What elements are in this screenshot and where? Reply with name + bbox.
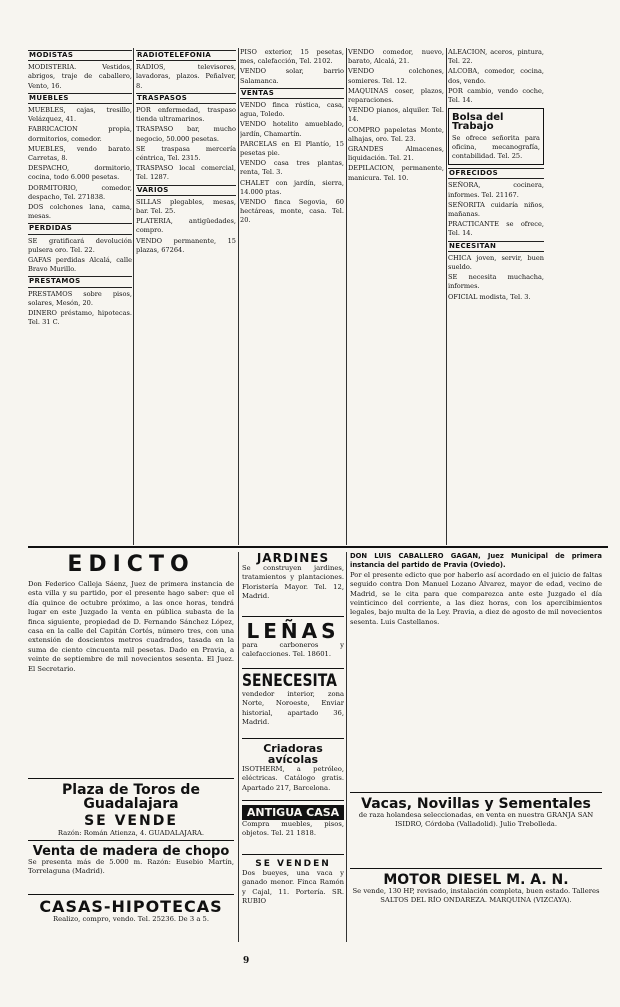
column-divider [446, 48, 447, 545]
motor-diesel-ad [350, 868, 602, 941]
classified-ad: PARCELAS en El Plantío, 15 pesetas pie. [240, 139, 344, 158]
classified-ad: RADIOS, televisores, lavadoras, plazos. Peñalver, 8. [136, 63, 236, 90]
section-varios [136, 185, 236, 255]
column-divider [346, 552, 347, 942]
classified-ad: DINERO préstamo, hipotecas. Tel. 31 C. [28, 309, 132, 327]
classified-ad: SE gratificará devolución pulsera oro. Tel. 22. [28, 236, 132, 254]
section-title: NECESITAN [448, 241, 544, 252]
classified-ad: VENDO comedor, nuevo, barato, Alcalá, 21. [348, 48, 444, 66]
classified-ad: POR enfermedad, traspaso tienda ultramarinos. [136, 106, 236, 124]
classified-ad: SEÑORA, cocinera, informes. Tel. 21167. [448, 181, 544, 199]
classified-ad: VENDO hotelito amueblado, jardín, Chamartín. [240, 120, 344, 138]
classified-ad: COMPRO papeletas Monte, alhajas, oro. Tel. 23. [348, 125, 444, 143]
lenas-body: para carboneros y calefacciones. Tel. 18601. [242, 641, 344, 659]
bolsa-del-trabajo-box [448, 108, 544, 165]
madera-ad [28, 840, 234, 891]
column-divider [238, 48, 239, 545]
classified-ad: DESPACHO, dormitorio, cocina, todo 6.000 pesetas. [28, 164, 132, 182]
plaza-toros-ad [28, 778, 234, 837]
edicto-body: Don Federico Calleja Sáenz, Juez de primera instancia de esta villa y su partido, por el presente hago saber: que el día quince de octubre próximo, a las once horas, tendrá lugar en este Juzgado la venta en pública subasta de la finca siguiente, propiedad de D. Fernando Sánchez López, casa en la calle del Capitán Cortés, número tres, con una extensión de doscientos metros cuadrados, tasada en la suma de ciento cincuenta mil pesetas. Dado en Pravia, a veinte de septiembre de mil novecientos sesenta. El Juez. El Secretario. [28, 580, 234, 673]
section-title: VENTAS [240, 88, 344, 99]
plaza-body: Razón: Román Atienza, 4. GUADALAJARA. [57, 829, 205, 837]
senecesita-ad [242, 668, 344, 737]
section-title: PERDIDAS [28, 223, 132, 234]
classified-ad: GRANDES Almacenes, liquidación. Tel. 21. [348, 145, 444, 163]
casas-hipotecas-ad [28, 894, 234, 939]
classified-ad: FABRICACION propia, dormitorios, comedor. [28, 125, 132, 143]
section-prestamos [28, 276, 132, 327]
classified-ad: VENDO finca rústica, casa, agua, Toledo. [240, 101, 344, 119]
classified-ad: SEÑORITA cuidaría niños, mañanas. [448, 200, 544, 219]
antigua-body: Compra muebles, pisos, objetos. Tel. 21 1818. [242, 820, 344, 838]
vacas-body: de raza holandesa seleccionadas, en venta en nuestra GRANJA SAN ISIDRO, Córdoba (Valladolid). Julio Trebolleda. [358, 811, 594, 829]
criadoras-title: Criadoras avícolas [263, 742, 323, 766]
bolsa-body: Se ofrece señorita para oficina, mecanografía, contabilidad. Tel. 25. [452, 133, 540, 161]
classified-ad: ALCOBA, comedor, cocina, dos, vendo. [448, 67, 544, 85]
sevenden-body: Dos bueyes, una vaca y ganado menor. Finca Ramón y Cajal, 11. Portería. SR. RUBIO [242, 869, 344, 906]
motor-title: MOTOR DIESEL M. A. N. [383, 872, 569, 888]
classified-ad: DOS colchones lana, cama, mesas. [28, 203, 132, 221]
classified-column-3 [240, 48, 344, 545]
bolsa-title: Bolsa del Trabajo [452, 112, 504, 133]
motor-body: Se vende, 130 HP, revisado, instalación completa, buen estado. Talleres SALTOS DEL RÍO ONDAREZA. MARQUINA (VIZCAYA). [352, 887, 600, 905]
section-divider [28, 546, 608, 548]
classified-ad: ALEACION, aceros, pintura, Tel. 22. [448, 48, 544, 66]
classified-ad: TRASPASO local comercial, Tel. 1287. [136, 164, 236, 182]
plaza-title: Plaza de Toros de Guadalajara [62, 782, 200, 812]
column-divider [133, 48, 134, 545]
classified-ad: VENDO finca Segovia, 60 hectáreas, monte, casa. Tel. 20. [240, 198, 344, 225]
plaza-subtitle: SE VENDE [84, 813, 178, 829]
jardines-ad [242, 552, 344, 614]
classified-ad: OFICIAL modista, Tel. 3. [448, 292, 531, 301]
casas-body: Realizo, compro, vendo. Tel. 25236. De 3 a 5. [52, 915, 210, 923]
criadoras-ad [242, 738, 344, 799]
classified-column-2 [136, 48, 236, 545]
classified-ad: SE traspasa mercería céntrica, Tel. 2315. [136, 144, 236, 163]
classified-ad: CHICA joven, servir, buen sueldo. [448, 253, 544, 272]
classified-ad: VENDO pianos, alquiler. Tel. 14. [348, 106, 444, 124]
section-title: PRESTAMOS [28, 276, 132, 287]
madera-body: Se presenta más de 5.000 m. Razón: Eusebio Martín, Torrelaguna (Madrid). [28, 858, 234, 876]
classified-ad: CHALET con jardín, sierra, 14.000 ptas. [240, 178, 344, 196]
edicto-block [28, 552, 234, 774]
classified-ad: DORMITORIO, comedor, despacho, Tel. 271838. [28, 183, 132, 201]
classified-ad: PRESTAMOS sobre pisos, solares, Mesón, 20. [28, 289, 132, 307]
classified-ad: VENDO solar, barrio Salamanca. [240, 67, 344, 85]
juez-body: Por el presente edicto que por haberlo así acordado en el juicio de faltas seguido contra Don Manuel Lozano Álvarez, mayor de edad, vecino de Madrid, se le cita para que comparezca ante este Juzgado el día veinticinco del corriente, a las diez horas, con los apercibimientos legales, bajo multa de la Ley. Pravia, a diez de agosto de mil novecientos sesenta. Luis Castellanos. [350, 570, 602, 626]
criadoras-body: ISOTHERM, a petróleo, eléctricas. Catálogo gratis. Apartado 217, Barcelona. [242, 765, 344, 792]
section-title: OFRECIDOS [448, 168, 544, 179]
classified-column-5 [448, 48, 544, 545]
antigua-casa-ad [242, 800, 344, 853]
senecesita-body: vendedor interior, zona Norte, Noroeste, Enviar historial, apartado 36, Madrid. [242, 690, 344, 727]
classified-ad: PISO exterior, 15 pesetas, mes, calefacción, Tel. 2102. [240, 48, 344, 66]
se-venden-ad [242, 854, 344, 939]
section-title: MODISTAS [28, 50, 132, 61]
classified-ad: VENDO casa tres plantas, renta, Tel. 3. [240, 159, 344, 177]
classified-ad: MUEBLES, vendo barato. Carretas, 8. [28, 144, 132, 163]
senecesita-title: SENECESITA [242, 671, 337, 691]
vacas-title: Vacas, Novillas y Sementales [361, 796, 591, 812]
classified-ad: DEPILACION, permanente, manicura. Tel. 10. [348, 164, 444, 182]
classified-ad: MAQUINAS coser, plazos, reparaciones. [348, 86, 444, 105]
section-title: MUEBLES [28, 93, 132, 104]
classified-ad: PLATERIA, antigüedades, compro. [136, 217, 236, 235]
classified-ad: MODISTERIA. Vestidos, abrigos, traje de caballero, Vento, 16. [28, 63, 132, 90]
juez-edict [350, 552, 602, 790]
section-perdidas [28, 223, 132, 274]
classified-ad: SILLAS plegables, mesas, bar. Tel. 25. [136, 197, 236, 216]
jardines-body: Se construyen jardines, tratamientos y plantaciones. Floristería Mayor. Tel. 12, Madrid. [242, 564, 344, 601]
classified-column-4 [348, 48, 444, 545]
classified-ad: TRASPASO bar, mucho negocio, 50.000 pesetas. [136, 125, 236, 143]
column-divider [346, 48, 347, 545]
lenas-title: LEÑAS [246, 619, 340, 643]
column-divider [238, 552, 239, 942]
page-marker: 9 [243, 956, 250, 966]
section-modistas [28, 50, 132, 91]
section-radiotelefonia [136, 50, 236, 91]
sevenden-title: SE VENDEN [255, 859, 331, 869]
classified-ad: SE necesita muchacha, informes. [448, 273, 544, 291]
casas-title: CASAS-HIPOTECAS [39, 897, 223, 916]
classified-ad: MUEBLES, cajas, tresillo, Velázquez, 41. [28, 106, 132, 124]
edicto-title: EDICTO [67, 552, 195, 577]
juez-heading: DON LUIS CABALLERO GAGAN, Juez Municipal de primera instancia del partido de Pravia (Oviedo). [350, 552, 602, 570]
section-traspasos [136, 93, 236, 183]
classified-ad: PRACTICANTE se ofrece, Tel. 14. [448, 220, 544, 238]
classified-ad: POR cambio, vendo coche, Tel. 14. [448, 86, 544, 105]
vacas-ad [350, 792, 602, 867]
antigua-title: ANTIGUA CASA [242, 805, 344, 820]
newspaper-page [28, 48, 608, 978]
classified-ad: VENDO colchones, somieres. Tel. 12. [348, 67, 444, 85]
section-title: TRASPASOS [136, 93, 236, 104]
classified-column-1 [28, 48, 132, 545]
jardines-title: JARDINES [256, 552, 330, 565]
section-muebles [28, 93, 132, 222]
classified-ad: GAFAS perdidas Alcalá, calle Bravo Murillo. [28, 256, 132, 274]
section-title: RADIOTELEFONIA [136, 50, 236, 61]
madera-title: Venta de madera de chopo [32, 844, 230, 859]
section-title: VARIOS [136, 185, 236, 196]
lenas-ad [242, 616, 344, 667]
classified-ad: VENDO permanente, 15 plazas, 67264. [136, 236, 236, 254]
